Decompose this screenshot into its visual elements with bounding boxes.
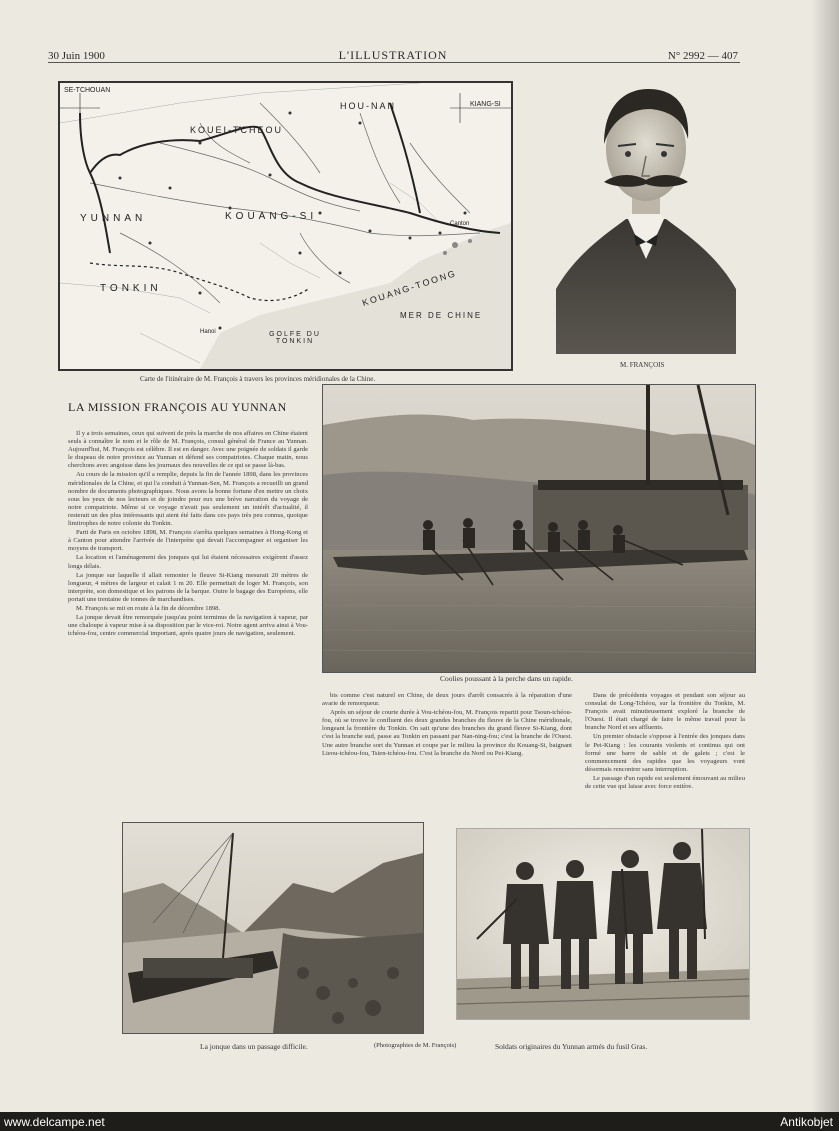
publication-title: L'ILLUSTRATION bbox=[338, 48, 448, 62]
article-paragraph: Un premier obstacle s'oppose à l'entrée des jonques dans le Pei-Kiang : les courants violents et continus qui ont formé une barre de sable et de galets ; c'est le commencement des rapides que les voyageurs vont désormais rencontrer sans interruption. bbox=[585, 733, 745, 773]
article-paragraph: Il y a trois semaines, ceux qui suivent de près la marche de nos affaires en Chine étaient seuls à connaître le nom et le rôle de M. François, consul général de France au Yunnan. Aujourd'hui, M. François est célèbre. Il est en danger. Avec une poignée de soldats il garde le drapeau de notre province au Yunnan et défend ses compatriotes. Chaque matin, nous cherchons avec angoisse dans les journaux des nouvelles de ce qui se passe là-bas. bbox=[68, 430, 308, 470]
article-paragraph: Le passage d'un rapide est seulement émouvant au milieu de cette vue qui laisse avec force entière. bbox=[585, 774, 745, 791]
map-caption: Carte de l'itinéraire de M. François à travers les provinces méridionales de la Chine. bbox=[140, 375, 376, 383]
photo-junk-passage bbox=[122, 822, 424, 1034]
page-header bbox=[48, 48, 738, 66]
article-paragraph: La jonque devait être remorquée jusqu'au point terminus de la navigation à vapeur, par une chaloupe à vapeur mise à sa disposition par le vice-roi. Notre agent arriva ainsi à Vou-tchéou-fou, centre commercial important, après quatre jours de navigation, seulement. bbox=[68, 614, 308, 638]
map-label-merdechine: MER DE CHINE bbox=[400, 311, 483, 320]
article-paragraph: bis comme c'est naturel en Chine, de deux jours d'arrêt consacrés à la réparation d'une avarie de remorqueur. bbox=[322, 692, 572, 708]
article-paragraph: Après un séjour de courte durée à Vou-tchéou-fou, M. François repartit pour Tsoun-tchéou-fou, où se trouve le confluent des deux grandes branches du fleuve de la Chine méridionale, longeant la frontière du Tonkin. On sait qu'une des branches du grand fleuve Si-Kiang, dont c'est la branche sud, passe au Tonkin en passant par Nan-ning-fou; c'est la branche de l'Ouest. Une autre branche sort du Yunnan et coupe par le milieu la province du Kouang-Si, baignant Lieou-tchéou-fou, Tsien-tchéou-fou. C'est la branche du Nord ou Pei-Kiang. bbox=[322, 709, 572, 757]
boat-photo-caption: Coolies poussant à la perche dans un rapide. bbox=[440, 674, 573, 683]
watermark-antikobjet: Antikobjet bbox=[780, 1115, 833, 1129]
map-label-tonkin: TONKIN bbox=[100, 283, 162, 294]
map-label-golfe: GOLFE DU TONKIN bbox=[269, 331, 321, 345]
junk-photo-caption: La jonque dans un passage difficile. bbox=[200, 1042, 308, 1051]
article-paragraph: M. François se mit en route à la fin de décembre 1898. bbox=[76, 604, 221, 612]
map-label-hanoi: Hanoi bbox=[200, 329, 216, 335]
article-paragraph: Parti de Paris en octobre 1898, M. François s'arrêta quelques semaines à Hong-Kong et à Canton pour attendre l'arrivée de l'interprète qui devait l'accompagner et organiser les moyens de transport. bbox=[68, 529, 308, 553]
map-label-hounan: HOU-NAN bbox=[340, 101, 396, 111]
article-column-1 bbox=[68, 430, 308, 810]
portrait-image bbox=[556, 84, 736, 354]
watermark-bar bbox=[0, 1112, 839, 1131]
map-label-kiangsi: KIANG-SI bbox=[470, 101, 501, 108]
article-paragraph: La location et l'aménagement des jonques qui lui étaient nécessaires exigèrent d'assez longs délais. bbox=[68, 554, 308, 570]
photo-coolies-boat bbox=[322, 384, 756, 673]
itinerary-map bbox=[58, 81, 513, 371]
map-label-yunnan: YUNNAN bbox=[80, 213, 147, 224]
portrait-engraving bbox=[556, 84, 736, 354]
soldiers-photo-caption: Soldats originaires du Yunnan armés du fusil Gras. bbox=[495, 1042, 648, 1051]
map-label-canton: Canton bbox=[450, 221, 470, 227]
map-label-kouangsi: KOUANG-SI bbox=[225, 211, 318, 222]
article-column-3 bbox=[585, 692, 745, 810]
issue-number: N° 2992 — 407 bbox=[667, 50, 738, 62]
article-paragraph: Dans de précédents voyages et pendant son séjour au consulat de Long-Tchéou, sur la frontière du Tonkin, M. François avait minutieusement exploré la branche de l'Ouest. Il était chargé de faire le même travail pour la branche Nord et ses affluents. bbox=[585, 692, 745, 732]
header-rule bbox=[48, 62, 740, 63]
article-paragraph: Au cours de la mission qu'il a remplie, depuis la fin de l'année 1898, dans les provinces méridionales de la Chine, et qui l'a conduit à Yunnan-Sen, M. François a recueilli un grand nombre de documents photographiques. Nous avons la bonne fortune d'en mettre un choix sous les yeux de nos lecteurs et de joindre pour eux une brève narration du voyage de notre compatriote. Même si ce voyage n'avait pas seulement un intérêt d'actualité, il resterait un des plus intéressants qui aient été faits dans ces pays très peu connus, quoique limitrophes de notre colonie du Tonkin. bbox=[68, 471, 308, 528]
article-paragraph: La jonque sur laquelle il allait remonter le fleuve Si-Kiang mesurait 20 mètres de longueur, 4 mètres de largeur et calait 1 m 20. Elle permettait de loger M. François, son interprète, son domestique et les patrons de la barque. Outre le bagage des Européens, elle portait une trentaine de tonnes de marchandises. bbox=[68, 571, 308, 603]
photo-yunnan-soldiers bbox=[456, 828, 750, 1020]
issue-date: 30 Juin 1900 bbox=[48, 50, 105, 62]
article-column-2 bbox=[322, 692, 572, 810]
junk-photo-image bbox=[123, 823, 423, 1033]
portrait-caption: M. FRANÇOIS bbox=[620, 361, 665, 369]
article-headline: LA MISSION FRANÇOIS AU YUNNAN bbox=[68, 400, 287, 414]
map-label-kouangtoong: KOUANG-TOONG bbox=[360, 267, 458, 309]
soldiers-photo-image bbox=[457, 829, 749, 1019]
boat-photo-image bbox=[323, 385, 755, 672]
map-label-kouitcheou: KOUEI-TCHEOU bbox=[190, 125, 284, 135]
map-drawing bbox=[60, 83, 511, 369]
map-label-setchouan: SE-TCHOUAN bbox=[64, 87, 111, 94]
watermark-delcampe: www.delcampe.net bbox=[4, 1115, 105, 1129]
photo-credit: (Photographies de M. François) bbox=[374, 1042, 457, 1049]
